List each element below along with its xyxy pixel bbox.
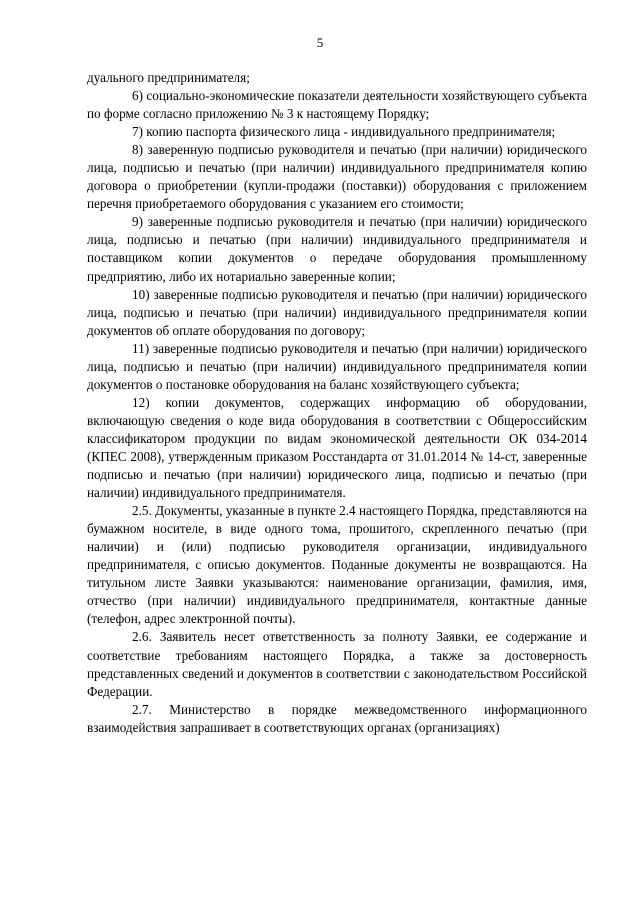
paragraph-item-10: 10) заверенные подписью руководителя и печатью (при наличии) юридического лица, подписью и печатью (при наличии) индивидуального предпринимателя копии документов об оплате оборудования по договору;	[87, 286, 587, 338]
paragraph-item-9: 9) заверенные подписью руководителя и печатью (при наличии) юридического лица, подписью и печатью (при наличии) индивидуального предпринимателя и поставщиком копии документов о передаче оборудования промышленному предприятию, либо их нотариально заверенные копии;	[87, 214, 587, 284]
page-number: 5	[316, 35, 324, 50]
paragraph-2-6: 2.6. Заявитель несет ответственность за полноту Заявки, ее содержание и соответствие требованиям настоящего Порядка, а также за достоверность представленных сведений и документов в соответствии с законодательством Российской Федерации.	[87, 629, 587, 699]
paragraph-2-7: 2.7. Министерство в порядке межведомственного информационного взаимодействия запрашивает в соответствующих органах (организациях)	[87, 701, 587, 735]
paragraph-continuation: дуального предпринимателя;	[87, 70, 250, 85]
paragraph-item-8: 8) заверенную подписью руководителя и печатью (при наличии) юридического лица, подписью и печатью (при наличии) индивидуального предпринимателя копию договора о приобретении (купли-продажи (поставки)) оборудования с приложением перечня приобретаемого оборудования с указанием его стоимости;	[87, 142, 587, 212]
paragraph-2-5: 2.5. Документы, указанные в пункте 2.4 настоящего Порядка, представляются на бумажном носителе, в виде одного тома, прошитого, скрепленного печатью (при наличии) и (или) подписью руководителя организации, индивидуального предпринимателя, с описью документов. Поданные документы не возвращаются. На титульном листе Заявки указываются: наименование организации, фамилия, имя, отчество (при наличии) индивидуального предпринимателя, контактные данные (телефон, адрес электронной почты).	[87, 503, 587, 627]
paragraph-item-7: 7) копию паспорта физического лица - индивидуального предпринимателя;	[132, 124, 556, 140]
paragraph-item-12: 12) копии документов, содержащих информацию об оборудовании, включающую сведения о коде вида оборудования в соответствии с Общероссийским классификатором продукции по видам экономической деятельности ОК 034-2014 (КПЕС 2008), утвержденным приказом Росстандарта от 31.01.2014 № 14-ст, заверенные подписью и печатью (при наличии) юридического лица, подписью и печатью (при наличии) индивидуального предпринимателя.	[87, 394, 587, 501]
document-body	[87, 69, 587, 737]
paragraph-item-6: 6) социально-экономические показатели деятельности хозяйствующего субъекта по форме согласно приложению № 3 к настоящему Порядку;	[87, 88, 587, 122]
paragraph-item-11: 11) заверенные подписью руководителя и печатью (при наличии) юридического лица, подписью и печатью (при наличии) индивидуального предпринимателя копии документов о постановке оборудования на баланс хозяйствующего субъекта;	[87, 340, 587, 392]
